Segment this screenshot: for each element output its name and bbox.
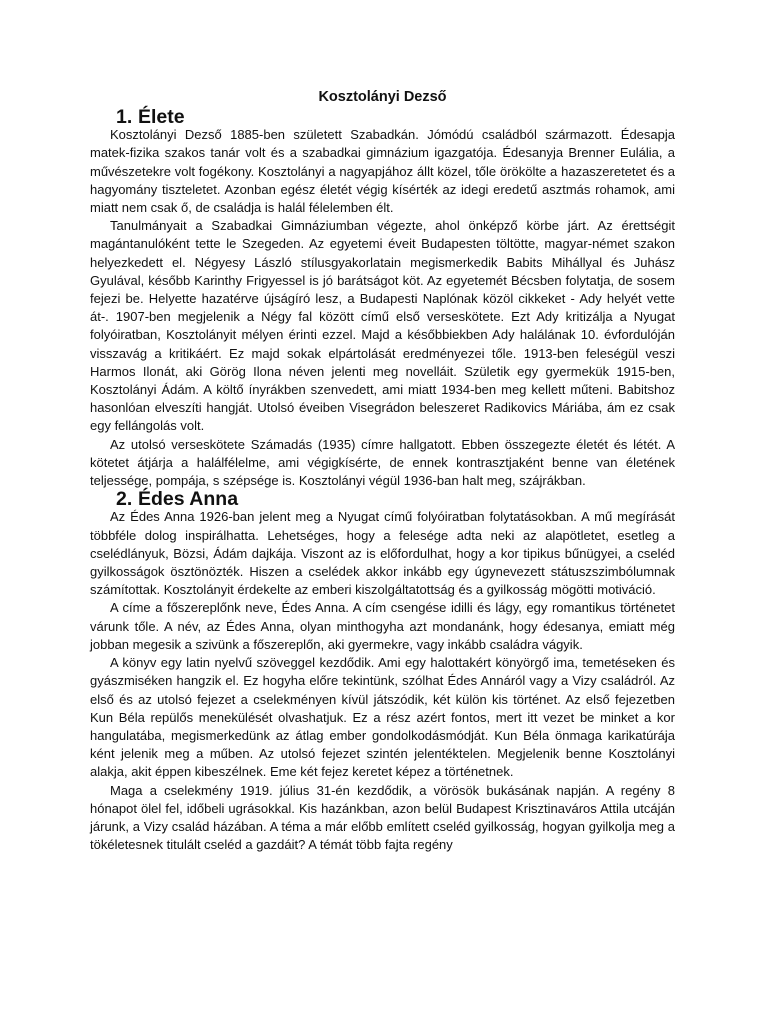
section-title: Élete — [138, 106, 185, 128]
paragraph: A címe a főszereplőnk neve, Édes Anna. A cím csengése idilli és lágy, egy romantikus történetet várunk tőle. A név, az Édes Anna, olyan minthogyha azt mondanánk, hogy édesanya, emiatt még jobban megesik a szivünk a főszereplőn, aki gyermekre, vagy inkább családra vágyik. — [90, 600, 675, 652]
section-title: Édes Anna — [138, 488, 239, 511]
paragraph: Kosztolányi Dezső 1885-ben született Szabadkán. Jómódú családból származott. Édesapja matek-fizika szakos tanár volt és a szabadkai gimnázium igazgatója. Édesanyja Brenner Eulália, a művészetekre volt fogékony. Kosztolányi a nagyapjához állt közel, tőle örökölte a hazaszeretetet és a hagyomány tiszteletet. Azonban egész életét végig kísérték az idegi eredetű asztmás rohamok, ami miatt nem csak ő, de családja is halál félelemben élt. — [90, 127, 675, 216]
section-heading-life — [90, 108, 675, 126]
paragraph: Maga a cselekmény 1919. július 31-én kezdődik, a vörösök bukásának napján. A regény 8 hónapot ölel fel, időbeli ugrásokkal. Kis hazánkban, azon belül Budapest Krisztinaváros Attila utcáján járunk, a Vizy család házában. A téma a már előbb említett cseléd gyilkosság, hogyan gyilkolja meg a tökéletesnek titulált cseléd a gazdáit? A témát több fajta regény — [90, 782, 675, 853]
paragraph: Tanulmányait a Szabadkai Gimnáziumban végezte, ahol önképző körbe járt. Az érettségit magántanulóként tette le Szegeden. Az egyetemi éveit Budapesten töltötte, magyar-német szakon helyezkedett el. Négyesy László stílusgyakorlatain megismerkedik Babits Mihállyal és Juhász Gyulával, később Karinthy Frigyessel is jó barátságot köt. Az egyetemét Bécsben folytatja, de sosem fejezi be. Helyette hazatérve újságíró lesz, a Budapesti Naplónak közöl cikkeket - Ady helyét vette át-. 1907-ben megjelenik a Négy fal között című első verseskötete. Ezt Ady kritizálja a Nyugat folyóiratban, Kosztolányit mélyen érinti ezzel. Majd a későbbiekben Ady halálának 10. évfordulóján visszavág a kritikáért. Ez majd sokak elpártolását eredményezei tőle. 1913-ben feleségül veszi Harmos Ilonát, aki Görög Ilona néven jelenti meg novelláit. Születik egy gyermekük 1915-ben, Kosztolányi Ádám. A költő ínyrákben szenvedett, ami miatt 1934-ben meg kellett műteni. Babitshoz hasonlóan elveszíti hangját. Utolsó éveiben Visegrádon beleszeret Radikovics Máriába, ám ez csak egy fellángolás volt. — [90, 218, 675, 434]
section-number: 2. — [116, 488, 133, 511]
section-edes-anna — [90, 490, 675, 854]
section-life — [90, 108, 675, 490]
section-heading-edes-anna — [90, 488, 675, 511]
paragraph: A könyv egy latin nyelvű szöveggel kezdődik. Ami egy halottakért könyörgő ima, temetéseken és gyászmiséken hangzik el. Ez hogyha előre tekintünk, szólhat Édes Annáról vagy a Vizy családról. Az első és az utolsó fejezet a cselekményen kívül játszódik, két külön kis történet. Az első fejezetben Kun Béla repülős menekülését olvashatjuk. Ez a rész azért fontos, mert itt vezet be minket a kor hangulatába, megismerkedünk az átlag ember gondolkodásmódját. Kun Béla önmaga karikatúrája ként jelenik meg a műben. Az utolsó fejezet szintén jelentéktelen. Megjelenik benne Kosztolányi alakja, akit éppen kibeszélnek. Eme két fejez keretet képez a történetnek. — [90, 655, 675, 780]
document-title: Kosztolányi Dezső — [318, 89, 447, 105]
paragraph: Az utolsó verseskötete Számadás (1935) címre hallgatott. Ebben összegezte életét és létét. A kötetet átjárja a halálfélelme, ami végigkísérte, de ennek kontrasztjaként benne van életének teljessége, pompája, s szépsége is. Kosztolányi végül 1936-ban halt meg, szájrákban. — [90, 436, 675, 489]
section-number: 1. — [116, 106, 133, 128]
paragraph: Az Édes Anna 1926-ban jelent meg a Nyugat című folyóiratban folytatásokban. A mű megírását többféle dolog inspirálhatta. Lehetséges, hogy a felesége adta neki az alapötletet, esetleg a cselédlányuk, Bözsi, Ádám dajkája. Viszont az is előfordulhat, hogy a kor tipikus bűnügyei, a cseléd gyilkosságok ösztönözték. Hiszen a cselédek akkor inkább egy úgynevezett státuszszimbólumnak számítottak. Kosztolányit érdekelte az emberi kiszolgáltatottság és a gyilkosság mögötti motiváció. — [90, 509, 675, 598]
document-page — [90, 88, 675, 854]
